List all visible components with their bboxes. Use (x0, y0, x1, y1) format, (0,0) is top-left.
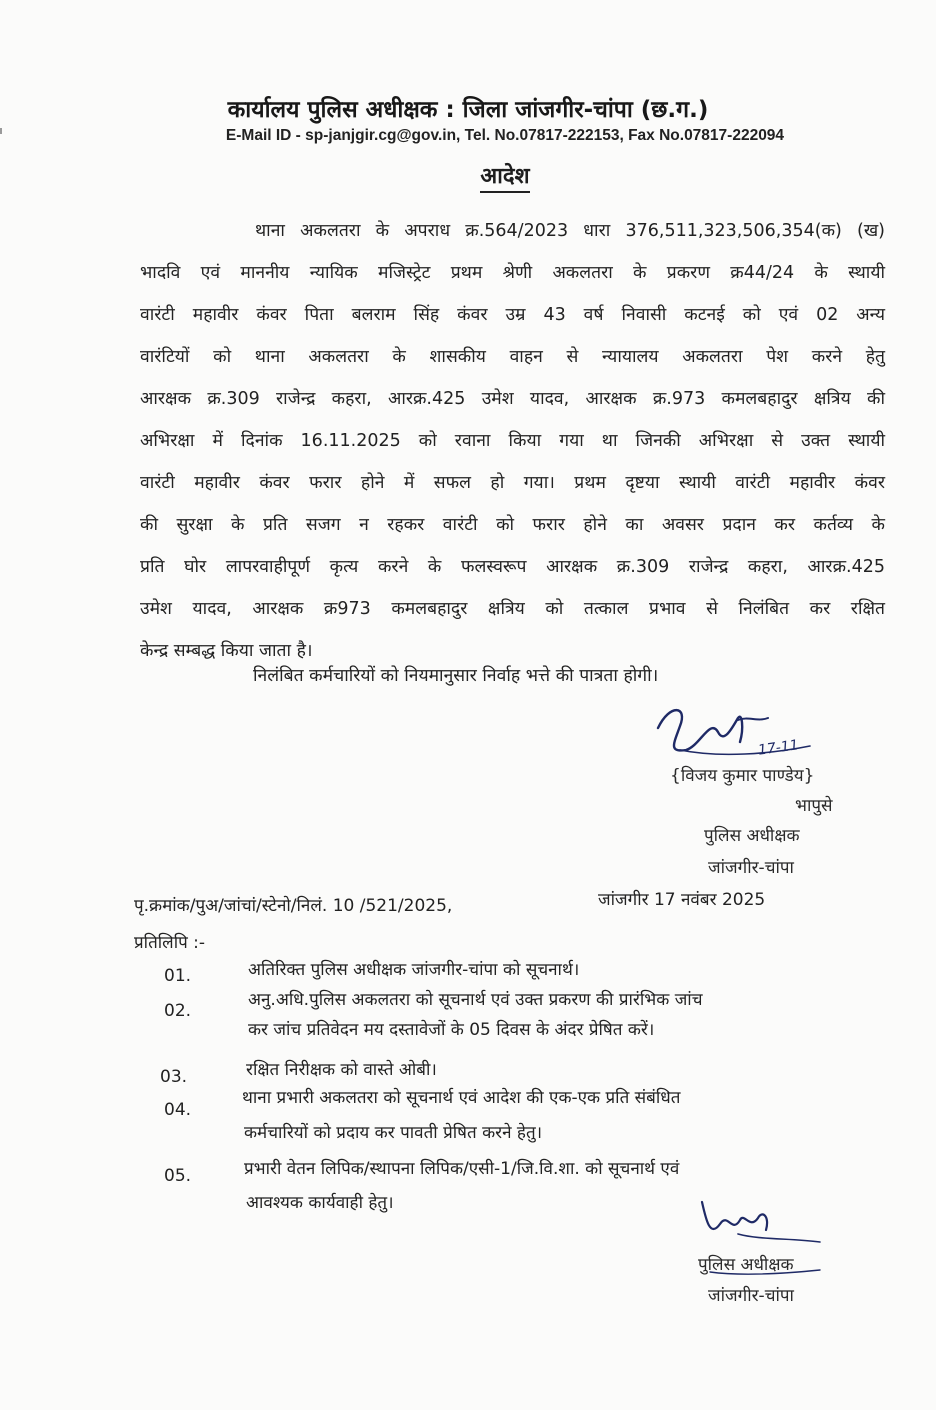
dispatch-reference: पृ.क्रमांक/पुअ/जांचां/स्टेनो/निलं. 10 /521/2025, (134, 896, 453, 916)
office-title: कार्यालय पुलिस अधीक्षक : जिला जांजगीर-चांपा (छ.ग.) (227, 97, 709, 123)
signatory-name: {विजय कुमार पाण्डेय} (670, 766, 815, 786)
copy-number: 03. (160, 1067, 188, 1087)
order-line-7: वारंटी महावीर कंवर फरार होने में सफल हो गया। प्रथम दृष्टया स्थायी वारंटी महावीर कंवर (140, 473, 885, 493)
allowance-line: निलंबित कर्मचारियों को नियमानुसार निर्वाह भत्ते की पात्रता होगी। (253, 666, 659, 686)
contact-line: E-Mail ID - sp-janjgir.cg@gov.in, Tel. No.07817-222153, Fax No.07817-222094 (225, 127, 785, 144)
copy-text: कर जांच प्रतिवेदन मय दस्तावेजों के 05 दिवस के अंदर प्रेषित करें। (248, 1020, 655, 1040)
order-heading (0, 160, 936, 190)
signature-date: 17-11 (757, 737, 800, 759)
order-line-11: केन्द्र सम्बद्ध किया जाता है। (140, 641, 313, 661)
signature-mark (640, 698, 820, 768)
copy-text: आवश्यक कार्यवाही हेतु। (246, 1193, 394, 1213)
copy-number: 01. (164, 966, 192, 986)
copy-number: 04. (164, 1100, 192, 1120)
footer-designation: पुलिस अधीक्षक (698, 1255, 794, 1275)
order-line-3: वारंटी महावीर कंवर पिता बलराम सिंह कंवर उम्र 43 वर्ष निवासी कटनई को एवं 02 अन्य (140, 305, 885, 325)
footer-district: जांजगीर-चांपा (708, 1286, 794, 1306)
copy-text: अनु.अधि.पुलिस अकलतरा को सूचनार्थ एवं उक्त प्रकरण की प्रारंभिक जांच (248, 990, 703, 1010)
copy-text: थाना प्रभारी अकलतरा को सूचनार्थ एवं आदेश की एक-एक प्रति संबंधित (242, 1088, 681, 1108)
order-line-5: आरक्षक क्र.309 राजेन्द्र कहरा, आरक्र.425 उमेश यादव, आरक्षक क्र.973 कमलबहादुर क्षत्रिय की (140, 389, 885, 409)
order-line-8: की सुरक्षा के प्रति सजग न रहकर वारंटी को फरार होने का अवसर प्रदान कर कर्तव्य के (140, 515, 885, 535)
copy-text: रक्षित निरीक्षक को वास्ते ओबी। (246, 1060, 437, 1080)
copy-number: 05. (164, 1166, 192, 1186)
copy-label: प्रतिलिपि :- (134, 933, 206, 953)
order-line-9: प्रति घोर लापरवाहीपूर्ण कृत्य करने के फलस्वरूप आरक्षक क्र.309 राजेन्द्र कहरा, आरक्र.425 (140, 557, 885, 577)
order-line-1: थाना अकलतरा के अपराध क्र.564/2023 धारा 376,511,323,506,354(क) (ख) (255, 221, 885, 241)
copy-text: अतिरिक्त पुलिस अधीक्षक जांजगीर-चांपा को सूचनार्थ। (248, 960, 580, 980)
order-line-4: वारंटियों को थाना अकलतरा के शासकीय वाहन से न्यायालय अकलतरा पेश करने हेतु (140, 347, 885, 367)
copy-text: कर्मचारियों को प्रदाय कर पावती प्रेषित करने हेतु। (244, 1123, 543, 1143)
order-line-10: उमेश यादव, आरक्षक क्र973 कमलबहादुर क्षत्रिय को तत्काल प्रभाव से निलंबित कर रक्षित (140, 599, 885, 619)
order-body (140, 218, 885, 678)
signatory-designation: पुलिस अधीक्षक (704, 826, 800, 846)
copy-number: 02. (164, 1001, 192, 1021)
signatory-district: जांजगीर-चांपा (708, 858, 794, 878)
copy-text: प्रभारी वेतन लिपिक/स्थापना लिपिक/एसी-1/जि.वि.शा. को सूचनार्थ एवं (244, 1159, 680, 1179)
order-line-2: भादवि एवं माननीय न्यायिक मजिस्ट्रेट प्रथम श्रेणी अकलतरा के प्रकरण क्र44/24 के स्थायी (140, 263, 885, 283)
signatory-service: भापुसे (795, 796, 833, 816)
dispatch-place-date: जांजगीर 17 नवंबर 2025 (598, 890, 766, 910)
order-line-6: अभिरक्षा में दिनांक 16.11.2025 को रवाना किया गया था जिनकी अभिरक्षा से उक्त स्थायी (140, 431, 885, 451)
order-heading-text: आदेश (480, 164, 529, 193)
